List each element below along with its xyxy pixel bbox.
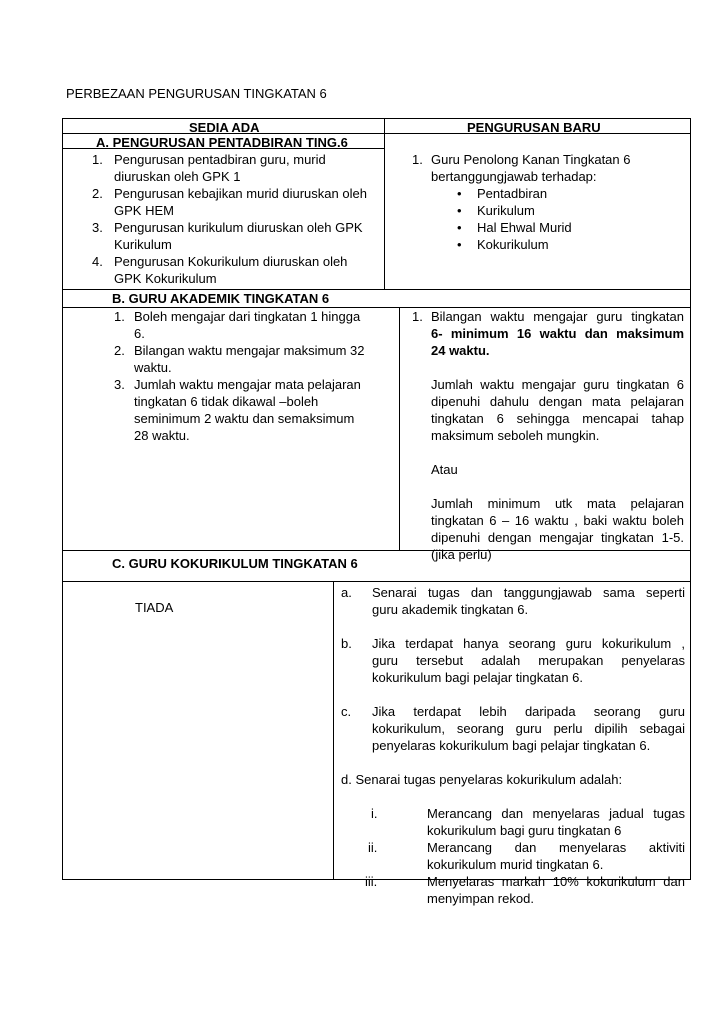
paragraph-line: dipenuhi dahulu dengan mata pelajaran: [431, 394, 684, 409]
list-item-label: a.: [341, 585, 352, 600]
list-item-text: Kurikulum: [114, 237, 172, 252]
list-item-text: seminimum 2 waktu dan semaksimum: [134, 411, 355, 426]
header-pengurusan-baru: PENGURUSAN BARU: [467, 120, 601, 135]
bullet-item: Kurikulum: [477, 203, 535, 218]
list-item-number: 2.: [114, 343, 125, 358]
paragraph-line: maksimum seboleh mungkin.: [431, 428, 600, 443]
list-item-text: d. Senarai tugas penyelaras kokurikulum adalah:: [341, 772, 623, 787]
list-item-text: kokurikulum bagi pelajar tingkatan 6.: [372, 670, 584, 685]
atau-text: Atau: [431, 462, 458, 477]
list-item-text: 6.: [134, 326, 145, 341]
list-item-text: Pengurusan kurikulum diuruskan oleh GPK: [114, 220, 363, 235]
list-item-text: Guru Penolong Kanan Tingkatan 6: [431, 152, 631, 167]
list-item-number: 3.: [114, 377, 125, 392]
bullet-item: Hal Ehwal Murid: [477, 220, 572, 235]
list-item-text: GPK HEM: [114, 203, 174, 218]
sub-item-number: i.: [371, 806, 378, 821]
list-item-number: 4.: [92, 254, 103, 269]
list-item-text: Pengurusan kebajikan murid diuruskan oleh: [114, 186, 367, 201]
header-sedia-ada: SEDIA ADA: [189, 120, 260, 135]
document-title: PERBEZAAN PENGURUSAN TINGKATAN 6: [66, 86, 327, 101]
bullet-icon: •: [457, 203, 462, 218]
bullet-item: Pentadbiran: [477, 186, 548, 201]
section-a-title: A. PENGURUSAN PENTADBIRAN TING.6: [96, 135, 348, 150]
list-item-text: Bilangan waktu mengajar guru tingkatan: [431, 309, 684, 324]
tiada-text: TIADA: [135, 600, 174, 615]
list-item-text: Pengurusan pentadbiran guru, murid: [114, 152, 326, 167]
bullet-item: Kokurikulum: [477, 237, 549, 252]
list-item-text: Boleh mengajar dari tingkatan 1 hingga: [134, 309, 361, 324]
paragraph-line: dipenuhi dengan mengajar tingkatan 1-5.: [431, 530, 684, 545]
list-item-number: 1.: [412, 309, 423, 324]
bullet-icon: •: [457, 220, 462, 235]
list-item-number: 1.: [92, 152, 103, 167]
list-item-label: b.: [341, 636, 352, 651]
sub-item-number: iii.: [365, 874, 378, 889]
list-item-text: diuruskan oleh GPK 1: [114, 169, 241, 184]
sub-item-text: kokurikulum bagi guru tingkatan 6: [427, 823, 622, 838]
list-item-text: guru tersebut adalah merupakan penyelaras: [372, 653, 685, 668]
list-item-label: c.: [341, 704, 352, 719]
list-item-text: tingkatan 6 tidak dikawal –boleh: [134, 394, 319, 409]
list-item-number: 3.: [92, 220, 103, 235]
list-item-text: 28 waktu.: [134, 428, 190, 443]
list-item-text: guru akademik tingkatan 6.: [372, 602, 529, 617]
sub-item-text: Merancang dan menyelaras aktiviti: [427, 840, 685, 855]
list-item-text: Pengurusan Kokurikulum diuruskan oleh: [114, 254, 348, 269]
list-item-text: Jika terdapat lebih daripada seorang guru: [372, 704, 685, 719]
paragraph-line: Jumlah waktu mengajar guru tingkatan 6: [431, 377, 684, 392]
section-c-title: C. GURU KOKURIKULUM TINGKATAN 6: [112, 556, 358, 571]
paragraph-line: Jumlah minimum utk mata pelajaran: [431, 496, 684, 511]
list-item-text: waktu.: [134, 360, 172, 375]
list-item-number: 2.: [92, 186, 103, 201]
list-item-text: bertanggungjawab terhadap:: [431, 169, 597, 184]
list-item-text: GPK Kokurikulum: [114, 271, 217, 286]
sub-item-text: Merancang dan menyelaras jadual tugas: [427, 806, 685, 821]
bullet-icon: •: [457, 186, 462, 201]
bullet-icon: •: [457, 237, 462, 252]
list-item-text: penyelaras kokurikulum bagi pelajar tingkatan 6.: [372, 738, 651, 753]
paragraph-line: (jika perlu): [431, 547, 492, 562]
section-b-title: B. GURU AKADEMIK TINGKATAN 6: [112, 291, 330, 306]
list-item-text: 24 waktu.: [431, 343, 490, 358]
list-item-text: Jumlah waktu mengajar mata pelajaran: [134, 377, 361, 392]
list-item-text: 6- minimum 16 waktu dan maksimum: [431, 326, 684, 341]
list-item-text: Bilangan waktu mengajar maksimum 32: [134, 343, 365, 358]
paragraph-line: tingkatan 6 – 16 waktu , baki waktu boleh: [431, 513, 684, 528]
list-item-text: Jika terdapat hanya seorang guru kokurikulum ,: [372, 636, 685, 651]
list-item-number: 1.: [114, 309, 125, 324]
list-item-number: 1.: [412, 152, 423, 167]
paragraph-line: tingkatan 6 sehingga mencapai tahap: [431, 411, 684, 426]
sub-item-text: kokurikulum murid tingkatan 6.: [427, 857, 604, 872]
sub-item-text: Menyelaras markah 10% kokurikulum dan: [427, 874, 685, 889]
list-item-text: kokurikulum, seorang guru perlu dipilih sebagai: [372, 721, 685, 736]
list-item-text: Senarai tugas dan tanggungjawab sama seperti: [372, 585, 685, 600]
sub-item-number: ii.: [368, 840, 378, 855]
sub-item-text: menyimpan rekod.: [427, 891, 534, 906]
